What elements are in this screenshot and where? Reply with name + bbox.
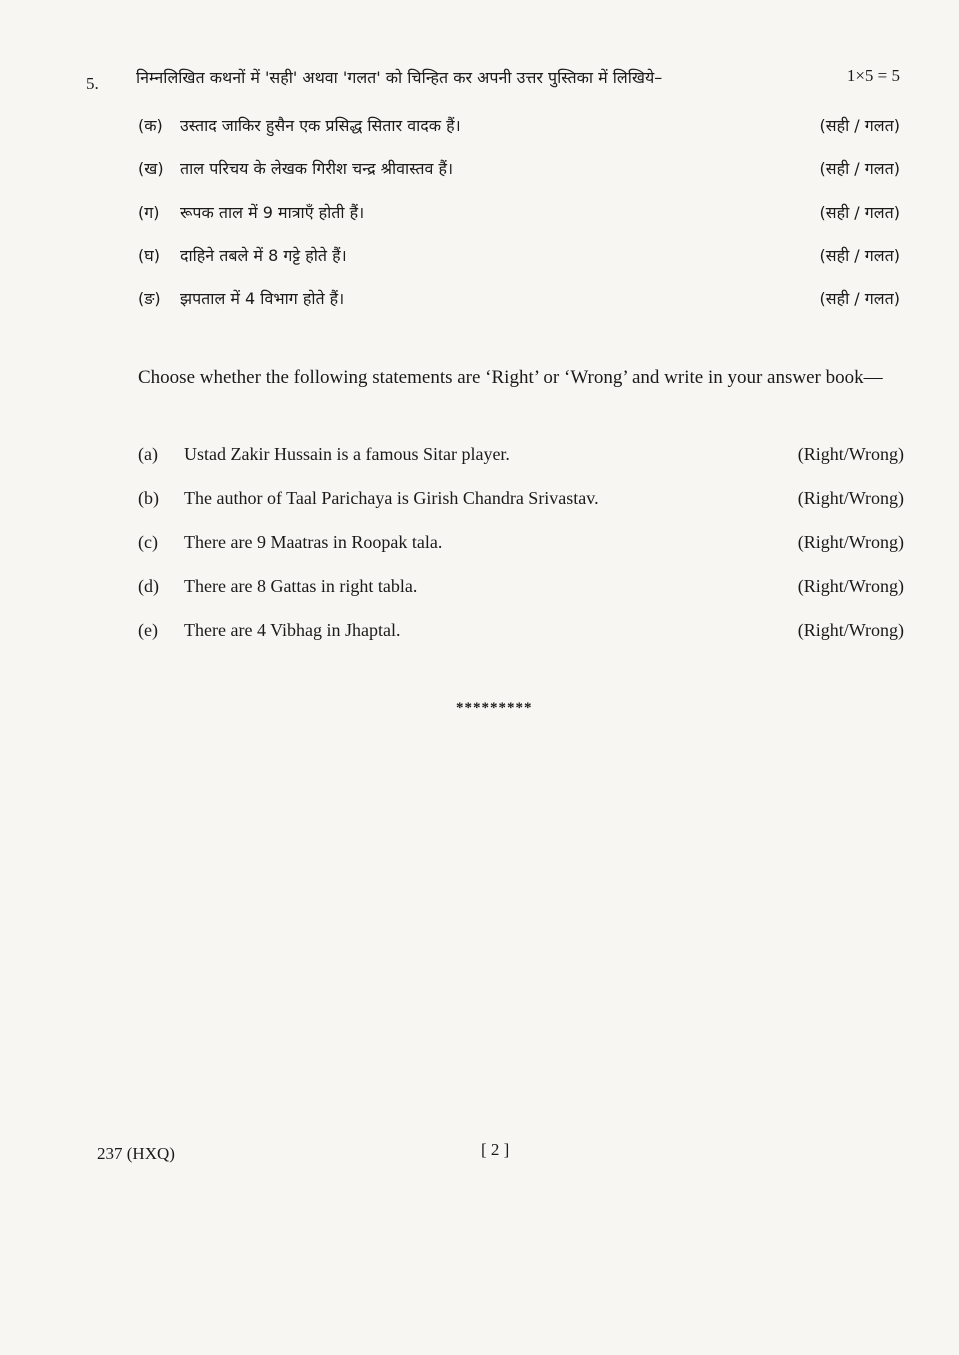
item-label: (ख) [138, 159, 164, 178]
item-label: (e) [138, 620, 158, 640]
item-text: The author of Taal Parichaya is Girish Chandra Srivastav. [184, 488, 599, 508]
hindi-item [138, 201, 900, 227]
item-label: (ङ) [138, 289, 161, 308]
item-text: There are 8 Gattas in right tabla. [184, 576, 418, 596]
item-options: (सही / गलत) [819, 246, 900, 265]
item-options: (सही / गलत) [819, 289, 900, 308]
item-label: (a) [138, 444, 158, 464]
english-item [138, 532, 904, 560]
item-text: There are 9 Maatras in Roopak tala. [184, 532, 443, 552]
item-options: (Right/Wrong) [797, 576, 904, 596]
item-text: ताल परिचय के लेखक गिरीश चन्द्र श्रीवास्तव हैं। [180, 159, 454, 178]
item-label: (b) [138, 488, 159, 508]
item-text: दाहिने तबले में 8 गट्टे होते हैं। [180, 246, 347, 265]
question-instruction-english: Choose whether the following statements are ‘Right’ or ‘Wrong’ and write in your answer book— [138, 367, 883, 388]
item-text: उस्ताद जाकिर हुसैन एक प्रसिद्ध सितार वादक हैं। [180, 116, 461, 135]
english-item [138, 576, 904, 604]
item-options: (सही / गलत) [819, 116, 900, 135]
paper-code: 237 (HXQ) [97, 1144, 175, 1163]
question-marks: 1×5 = 5 [846, 66, 900, 85]
end-separator: ********* [456, 700, 533, 716]
item-options: (Right/Wrong) [797, 444, 904, 464]
hindi-item [138, 114, 900, 140]
item-options: (Right/Wrong) [797, 532, 904, 552]
question-number: 5. [86, 74, 99, 93]
question-instruction-hindi [136, 66, 906, 88]
hindi-item [138, 157, 900, 183]
english-item [138, 620, 904, 648]
hindi-item [138, 244, 900, 270]
instruction-hindi-text: निम्नलिखित कथनों में 'सही' अथवा 'गलत' को चिन्हित कर अपनी उत्तर पुस्तिका में लिखिये– [136, 68, 663, 87]
item-options: (Right/Wrong) [797, 488, 904, 508]
hindi-item [138, 287, 900, 313]
item-label: (क) [138, 116, 163, 135]
item-label: (ग) [138, 203, 160, 222]
item-label: (c) [138, 532, 158, 552]
english-item [138, 488, 904, 516]
item-label: (घ) [138, 246, 160, 265]
item-options: (Right/Wrong) [797, 620, 904, 640]
item-text: झपताल में 4 विभाग होते हैं। [180, 289, 345, 308]
item-label: (d) [138, 576, 159, 596]
page-number: [ 2 ] [481, 1140, 510, 1159]
item-text: रूपक ताल में 9 मात्राएँ होती हैं। [180, 203, 365, 222]
item-options: (सही / गलत) [819, 203, 900, 222]
english-item [138, 444, 904, 472]
item-text: Ustad Zakir Hussain is a famous Sitar player. [184, 444, 510, 464]
item-text: There are 4 Vibhag in Jhaptal. [184, 620, 401, 640]
item-options: (सही / गलत) [819, 159, 900, 178]
